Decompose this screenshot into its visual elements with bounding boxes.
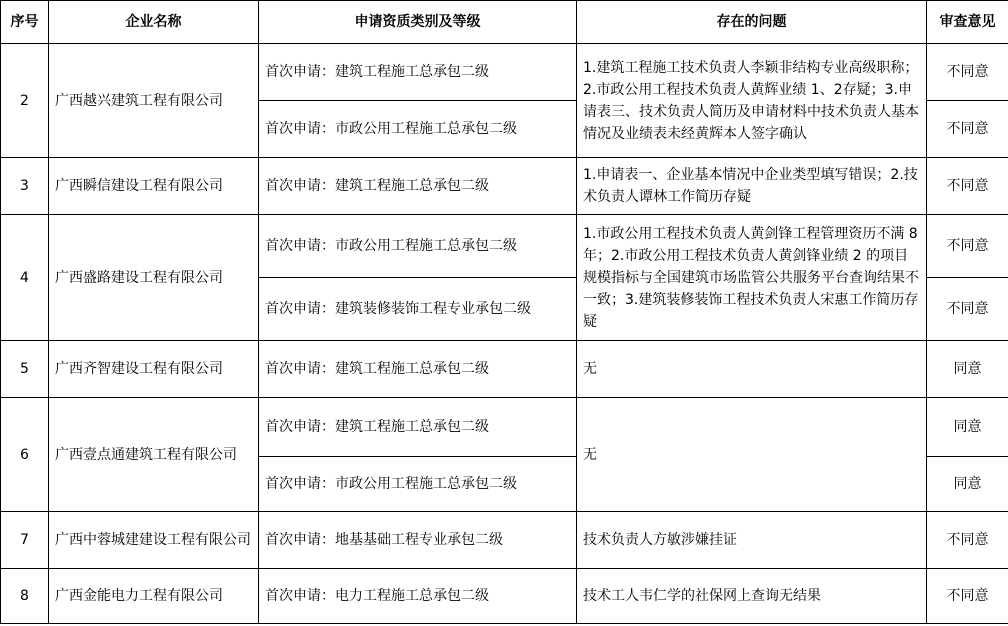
- company-name: 广西金能电力工程有限公司: [49, 569, 259, 624]
- review-result: 不同意: [927, 569, 1008, 624]
- company-name: 广西越兴建筑工程有限公司: [49, 44, 259, 158]
- review-result: 不同意: [927, 158, 1008, 215]
- application-type: 首次申请：建筑工程施工总承包二级: [259, 44, 577, 101]
- row-number: 3: [1, 158, 49, 215]
- review-result: 不同意: [927, 101, 1008, 158]
- application-type: 首次申请：市政公用工程施工总承包二级: [259, 215, 577, 278]
- header-result: 审查意见: [927, 1, 1008, 44]
- company-name: 广西中蓉城建建设工程有限公司: [49, 512, 259, 569]
- application-type: 首次申请：建筑工程施工总承包二级: [259, 398, 577, 457]
- table-row: [1, 398, 1008, 457]
- row-number: 8: [1, 569, 49, 624]
- company-name: 广西瞬信建设工程有限公司: [49, 158, 259, 215]
- review-result: 不同意: [927, 278, 1008, 341]
- review-result: 不同意: [927, 44, 1008, 101]
- application-type: 首次申请：建筑装修装饰工程专业承包二级: [259, 278, 577, 341]
- issue-text: 1.建筑工程施工技术负责人李颖非结构专业高级职称；2.市政公用工程技术负责人黄辉业绩 1、2存疑；3.申请表三、技术负责人简历及申请材料中技术负责人基本情况及业绩表未经黄辉本人签字确认: [577, 44, 927, 158]
- application-type: 首次申请：建筑工程施工总承包二级: [259, 158, 577, 215]
- company-name: 广西齐智建设工程有限公司: [49, 341, 259, 398]
- row-number: 6: [1, 398, 49, 512]
- header-issue: 存在的问题: [577, 1, 927, 44]
- review-result: 同意: [927, 398, 1008, 457]
- header-type: 申请资质类别及等级: [259, 1, 577, 44]
- application-type: 首次申请：市政公用工程施工总承包二级: [259, 101, 577, 158]
- issue-text: 无: [577, 398, 927, 512]
- header-name: 企业名称: [49, 1, 259, 44]
- table-row: [1, 569, 1008, 624]
- application-type: 首次申请：市政公用工程施工总承包二级: [259, 457, 577, 512]
- review-result: 同意: [927, 457, 1008, 512]
- table-row: [1, 341, 1008, 398]
- application-type: 首次申请：地基基础工程专业承包二级: [259, 512, 577, 569]
- row-number: 2: [1, 44, 49, 158]
- issue-text: 1.市政公用工程技术负责人黄剑锋工程管理资历不满 8 年；2.市政公用工程技术负责人黄剑锋业绩 2 的项目规模指标与全国建筑市场监管公共服务平台查询结果不一致；3.建筑装修装饰工程技术负责人宋惠工作简历存疑: [577, 215, 927, 341]
- row-number: 4: [1, 215, 49, 341]
- review-result: 同意: [927, 341, 1008, 398]
- review-result: 不同意: [927, 215, 1008, 278]
- row-number: 7: [1, 512, 49, 569]
- row-number: 5: [1, 341, 49, 398]
- header-row: [1, 1, 1008, 44]
- issue-text: 1.申请表一、企业基本情况中企业类型填写错误；2.技术负责人谭林工作简历存疑: [577, 158, 927, 215]
- issue-text: 技术负责人方敏涉嫌挂证: [577, 512, 927, 569]
- header-no: 序号: [1, 1, 49, 44]
- application-type: 首次申请：建筑工程施工总承包二级: [259, 341, 577, 398]
- company-name: 广西壹点通建筑工程有限公司: [49, 398, 259, 512]
- table-row: [1, 512, 1008, 569]
- company-name: 广西盛路建设工程有限公司: [49, 215, 259, 341]
- review-result: 不同意: [927, 512, 1008, 569]
- issue-text: 技术工人韦仁学的社保网上查询无结果: [577, 569, 927, 624]
- issue-text: 无: [577, 341, 927, 398]
- table-row: [1, 44, 1008, 101]
- table-row: [1, 158, 1008, 215]
- application-type: 首次申请：电力工程施工总承包二级: [259, 569, 577, 624]
- table-row: [1, 215, 1008, 278]
